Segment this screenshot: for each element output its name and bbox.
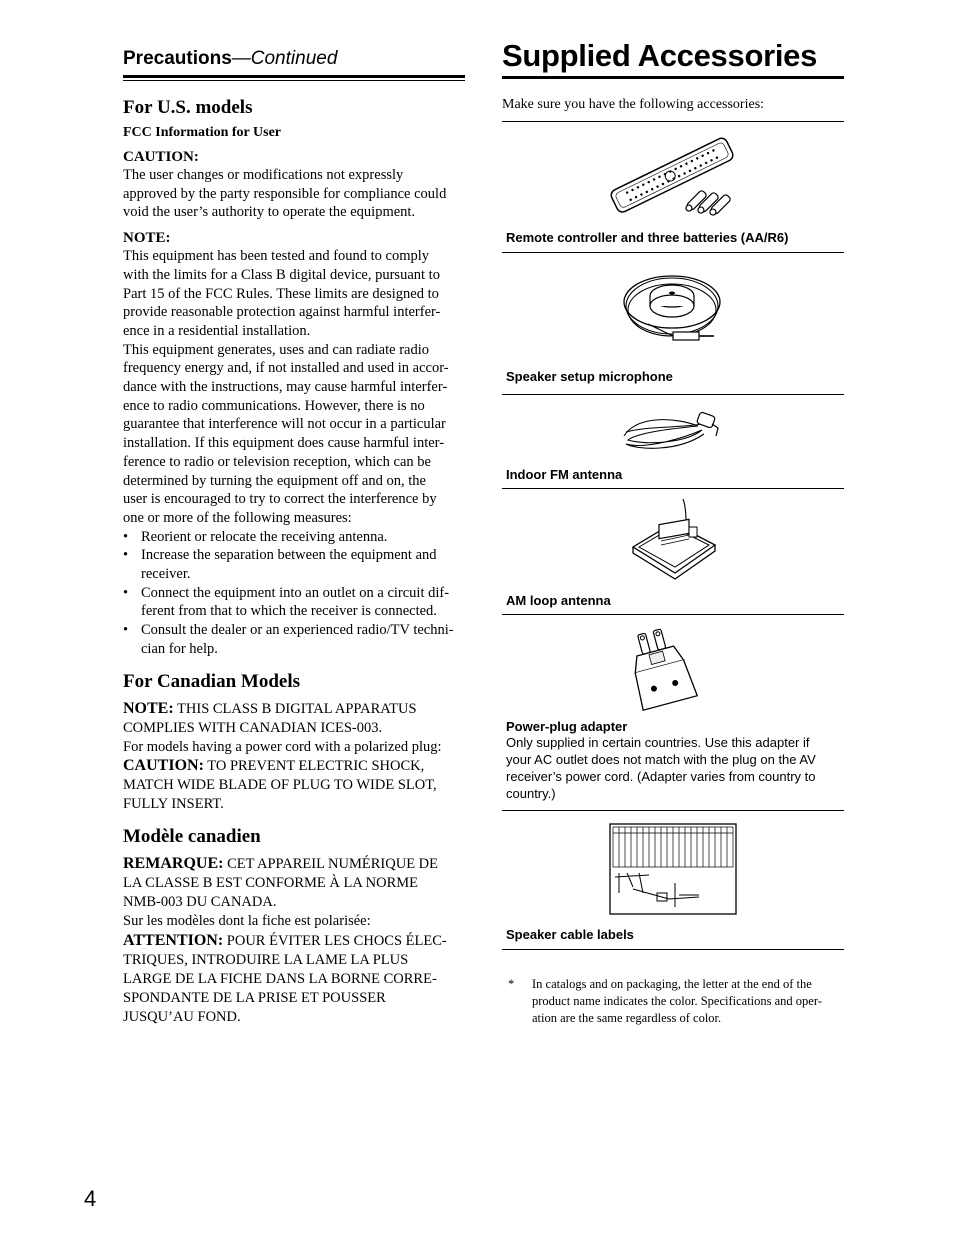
section-header: [123, 48, 465, 78]
text-line: POUR ÉVITER LES CHOCS ÉLEC-: [223, 932, 447, 949]
text-line: The user changes or modifications not expressly: [123, 167, 404, 183]
footnote-text: [532, 976, 822, 1027]
text-line: FULLY INSERT.: [123, 796, 224, 813]
text-line: with the limits for a Class B digital device, pursuant to: [123, 266, 440, 283]
microphone-icon: [502, 253, 844, 369]
text-line: void the user’s authority to operate the equipment.: [123, 204, 416, 221]
text-line: receiver’s power cord. (Adapter varies from country to: [506, 769, 816, 784]
note-text: [123, 247, 465, 528]
us-section: [123, 97, 465, 659]
accessory-power-plug-adapter: [502, 615, 844, 811]
accessory-remote: [502, 122, 844, 253]
accessory-caption: Speaker cable labels: [506, 927, 634, 942]
text-line: Part 15 of the FCC Rules. These limits are designed to: [123, 285, 439, 302]
text-line: determined by turning the equipment off and on, the: [123, 472, 426, 489]
fm-antenna-icon: [502, 395, 844, 467]
accessory-caption: Indoor FM antenna: [506, 467, 623, 482]
text-line: SPONDANTE DE LA PRISE ET POUSSER: [123, 989, 386, 1006]
caution-label: CAUTION:: [123, 757, 204, 775]
remarque-text: [123, 854, 465, 874]
note-label: NOTE:: [123, 699, 174, 717]
footnote: [502, 976, 844, 1027]
list-item: • Increase the separation between the equipment and receiver.: [123, 546, 465, 583]
canada-note: [123, 699, 465, 719]
text-line: LARGE DE LA FICHE DANS LA BORNE CORRE-: [123, 970, 437, 987]
canada-fr-section: [123, 826, 465, 1027]
text-line: ence to radio communications. However, there is no: [123, 397, 425, 414]
text-line: COMPLIES WITH CANADIAN ICES-003.: [123, 719, 383, 736]
header-main: Precautions: [123, 48, 232, 69]
accessory-caption: AM loop antenna: [506, 593, 611, 608]
text-line: dance with the instructions, may cause harmful interfer-: [123, 379, 448, 396]
list-item: • Consult the dealer or an experienced radio/TV techni-cian for help.: [123, 621, 465, 658]
list-item: • Connect the equipment into an outlet on a circuit dif-ferent from that to which the receiver is connected.: [123, 584, 465, 621]
measures-list: [123, 528, 465, 659]
text-line: frequency energy and, if not installed and used in accor-: [123, 360, 449, 377]
text-line: CET APPAREIL NUMÉRIQUE DE: [223, 856, 438, 873]
attention-text: [123, 931, 465, 951]
text-line: provide reasonable protection against harmful interfer-: [123, 304, 441, 321]
text-line: TO PREVENT ELECTRIC SHOCK,: [203, 758, 425, 775]
am-loop-antenna-icon: [502, 489, 844, 593]
accessory-fm-antenna: [502, 395, 844, 489]
header-continued: —Continued: [231, 48, 338, 69]
text-line: ference to radio or television reception, which can be: [123, 453, 431, 470]
page-number: 4: [84, 1186, 97, 1211]
accessory-speaker-cable-labels: [502, 811, 844, 950]
accessory-caption: Speaker setup microphone: [506, 369, 673, 384]
accessory-am-antenna: [502, 489, 844, 615]
text-line: LA CLASSE B EST CONFORME À LA NORME: [123, 875, 419, 892]
remarque-label: REMARQUE:: [123, 855, 224, 873]
speaker-cable-labels-icon: [502, 811, 844, 927]
power-plug-adapter-icon: [502, 615, 844, 719]
text-line: product name indicates the color. Specifications and oper-: [532, 994, 822, 1008]
text-line: ation are the same regardless of color.: [532, 1011, 722, 1025]
polarized-text: For models having a power cord with a polarized plug:: [123, 738, 442, 755]
remote-batteries-icon: [502, 122, 844, 230]
text-line: country.): [506, 786, 556, 801]
accessory-caption: Power-plug adapter: [506, 719, 628, 734]
accessory-caption: Remote controller and three batteries (AA/R6): [506, 230, 789, 245]
left-column: [123, 48, 465, 1027]
canada-section: [123, 671, 465, 815]
text-line: This equipment has been tested and found to comply: [123, 248, 430, 265]
text-line: MATCH WIDE BLADE OF PLUG TO WIDE SLOT,: [123, 777, 437, 794]
text-line: JUSQU’AU FOND.: [123, 1008, 241, 1025]
list-item: • Reorient or relocate the receiving antenna.: [123, 528, 465, 547]
divider: [123, 80, 465, 81]
text-line: TRIQUES, INTRODUIRE LA LAME LA PLUS: [123, 951, 409, 968]
text-line: your AC outlet does not match with the plug on the AV: [506, 752, 816, 767]
text-line: In catalogs and on packaging, the letter at the end of the: [532, 977, 812, 991]
text-line: guarantee that interference will not occur in a particular: [123, 416, 446, 433]
attention-label: ATTENTION:: [123, 931, 224, 949]
right-column: [502, 38, 844, 1027]
canada-caution: [123, 756, 465, 776]
intro-text: Make sure you have the following accessories:: [502, 79, 844, 122]
caution-label: CAUTION:: [123, 149, 199, 165]
note-label: NOTE:: [123, 230, 171, 247]
text-line: NMB-003 DU CANADA.: [123, 894, 277, 911]
us-heading: For U.S. models: [123, 97, 253, 118]
text-line: one or more of the following measures:: [123, 509, 352, 526]
text-line: user is encouraged to try to correct the interference by: [123, 491, 437, 508]
page-title: Supplied Accessories: [502, 38, 844, 79]
text-line: approved by the party responsible for compliance could: [123, 185, 447, 202]
caution-text: [123, 166, 465, 222]
text-line: ence in a residential installation.: [123, 322, 311, 339]
canada-heading: For Canadian Models: [123, 670, 301, 692]
canada-fr-heading: Modèle canadien: [123, 826, 261, 848]
accessory-microphone: [502, 253, 844, 395]
text-line: THIS CLASS B DIGITAL APPARATUS: [173, 700, 417, 717]
text-line: This equipment generates, uses and can radiate radio: [123, 341, 429, 358]
polarisee-text: Sur les modèles dont la fiche est polarisée:: [123, 913, 371, 930]
accessory-description: [502, 734, 844, 804]
fcc-heading: FCC Information for User: [123, 125, 281, 140]
text-line: Only supplied in certain countries. Use this adapter if: [506, 735, 810, 750]
footnote-marker: *: [508, 977, 515, 991]
text-line: installation. If this equipment does cause harmful inter-: [123, 435, 445, 452]
